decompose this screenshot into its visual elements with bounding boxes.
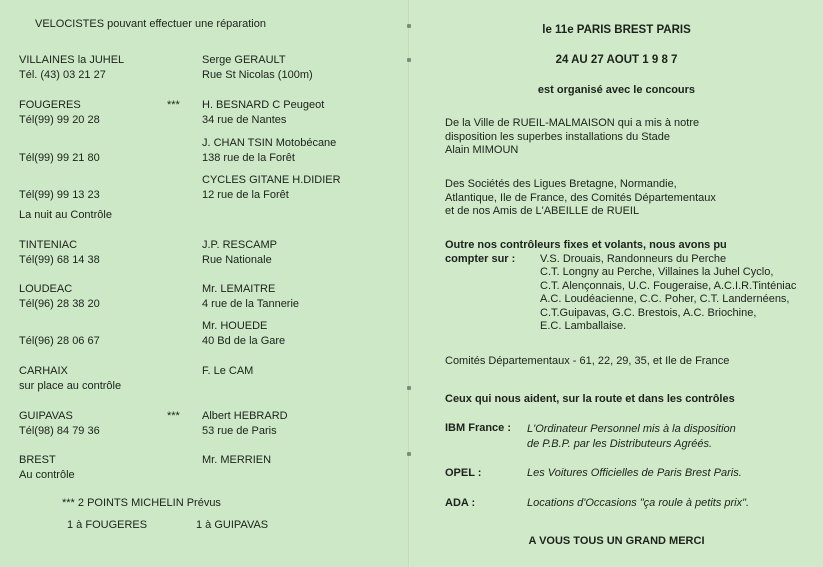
michelin-fougeres: 1 à FOUGERES — [67, 519, 148, 531]
outre-paragraph-lead: Outre nos contrôleurs fixes et volants, nous avons pu compter sur : — [445, 239, 727, 265]
tel: Tél(98) 84 79 36 — [19, 425, 100, 437]
left-page — [0, 0, 409, 567]
sponsor-ibm-text: L'Ordinateur Personnel mis à la disposition de P.B.P. par les Distributeurs Agréés. — [527, 423, 736, 450]
repairer-name: Mr. MERRIEN — [202, 454, 272, 466]
velocistes-heading: VELOCISTES pouvant effectuer une réparation — [35, 18, 266, 30]
event-subtitle: est organisé avec le concours — [537, 84, 696, 96]
repairer-name: J. CHAN TSIN Motobécane — [202, 137, 337, 149]
staple-mark — [407, 452, 411, 456]
repairer-address: 34 rue de Nantes — [202, 114, 287, 126]
staple-mark — [407, 24, 411, 28]
ceux-paragraph: Ceux qui nous aident, sur la route et dans les contrôles — [445, 393, 735, 405]
repairer-address: 40 Bd de la Gare — [202, 335, 286, 347]
place: FOUGERES — [19, 99, 81, 111]
tel: Tél(96) 28 38 20 — [19, 298, 100, 310]
michelin-guipavas: 1 à GUIPAVAS — [196, 519, 269, 531]
repairer-address: 12 rue de la Forêt — [202, 189, 289, 201]
michelin-mark: *** — [167, 410, 180, 422]
place: LOUDEAC — [19, 283, 73, 295]
closing-thanks: A VOUS TOUS UN GRAND MERCI — [528, 535, 705, 547]
repairer-name: Mr. LEMAITRE — [202, 283, 276, 295]
staple-mark — [407, 58, 411, 62]
event-dates: 24 AU 27 AOUT 1 9 8 7 — [555, 54, 678, 66]
repairer-address: Rue St Nicolas (100m) — [202, 69, 313, 81]
right-page — [410, 0, 823, 567]
repairer-address: Rue Nationale — [202, 254, 272, 266]
tel: Tél(96) 28 06 67 — [19, 335, 100, 347]
tel: Tél(99) 99 13 23 — [19, 189, 100, 201]
tel: sur place au contrôle — [19, 380, 122, 392]
societes-paragraph: Des Sociétés des Ligues Bretagne, Normandie, Atlantique, Ile de France, des Comités Départementaux et de nos Amis de L'ABEILLE de RUEIL — [445, 178, 716, 217]
michelin-note: *** 2 POINTS MICHELIN Prévus — [62, 497, 221, 509]
rueil-paragraph: De la Ville de RUEIL-MALMAISON qui a mis à notre disposition les superbes installations du Stade Alain MIMOUN — [445, 117, 700, 156]
tel: Tél(99) 99 20 28 — [19, 114, 100, 126]
sponsor-ada-text: Locations d'Occasions "ça roule à petits prix". — [527, 497, 750, 509]
tel: Tél(99) 99 21 80 — [19, 152, 100, 164]
event-title: le 11e PARIS BREST PARIS — [542, 24, 691, 36]
tel: Tél. (43) 03 21 27 — [19, 69, 106, 81]
page-fold — [408, 0, 410, 567]
sponsor-ada-name: ADA : — [445, 497, 476, 509]
repairer-name: H. BESNARD C Peugeot — [202, 99, 325, 111]
repairer-name: Serge GERAULT — [202, 54, 286, 66]
repairer-address: 53 rue de Paris — [202, 425, 277, 437]
tel: Tél(99) 68 14 38 — [19, 254, 100, 266]
sponsor-opel-text: Les Voitures Officielles de Paris Brest Paris. — [527, 467, 742, 479]
sponsor-opel-name: OPEL : — [445, 467, 482, 479]
comites-paragraph: Comités Départementaux - 61, 22, 29, 35, et Ile de France — [445, 355, 730, 367]
repairer-name: Mr. HOUEDE — [202, 320, 268, 332]
repairer-name: Albert HEBRARD — [202, 410, 288, 422]
repairer-name: CYCLES GITANE H.DIDIER — [202, 174, 341, 186]
staple-mark — [407, 386, 411, 390]
repairer-name: J.P. RESCAMP — [202, 239, 277, 251]
place: BREST — [19, 454, 56, 466]
night-control-note: La nuit au Contrôle — [19, 209, 112, 221]
place: GUIPAVAS — [19, 410, 73, 422]
place: CARHAIX — [19, 365, 68, 377]
tel: Au contrôle — [19, 469, 75, 481]
sponsor-ibm-name: IBM France : — [445, 422, 512, 434]
repairer-name: F. Le CAM — [202, 365, 254, 377]
place: TINTENIAC — [19, 239, 78, 251]
repairer-address: 138 rue de la Forêt — [202, 152, 295, 164]
michelin-mark: *** — [167, 99, 180, 111]
outre-clubs-first: V.S. Drouais, Randonneurs du Perche C.T. Longny au Perche, Villaines la Juhel Cyclo, C.T. Alençonnais, U.C. Fougeraise, A.C.I.R.Tinténiac A.C. Loudéacienne, C.C. Poher, C.T. Landernéens, C.T.Guipavas, G.C. Brestois, A.C. Briochine, E.C. Lamballaise. — [540, 252, 797, 332]
place: VILLAINES la JUHEL — [19, 54, 125, 66]
repairer-address: 4 rue de la Tannerie — [202, 298, 300, 310]
